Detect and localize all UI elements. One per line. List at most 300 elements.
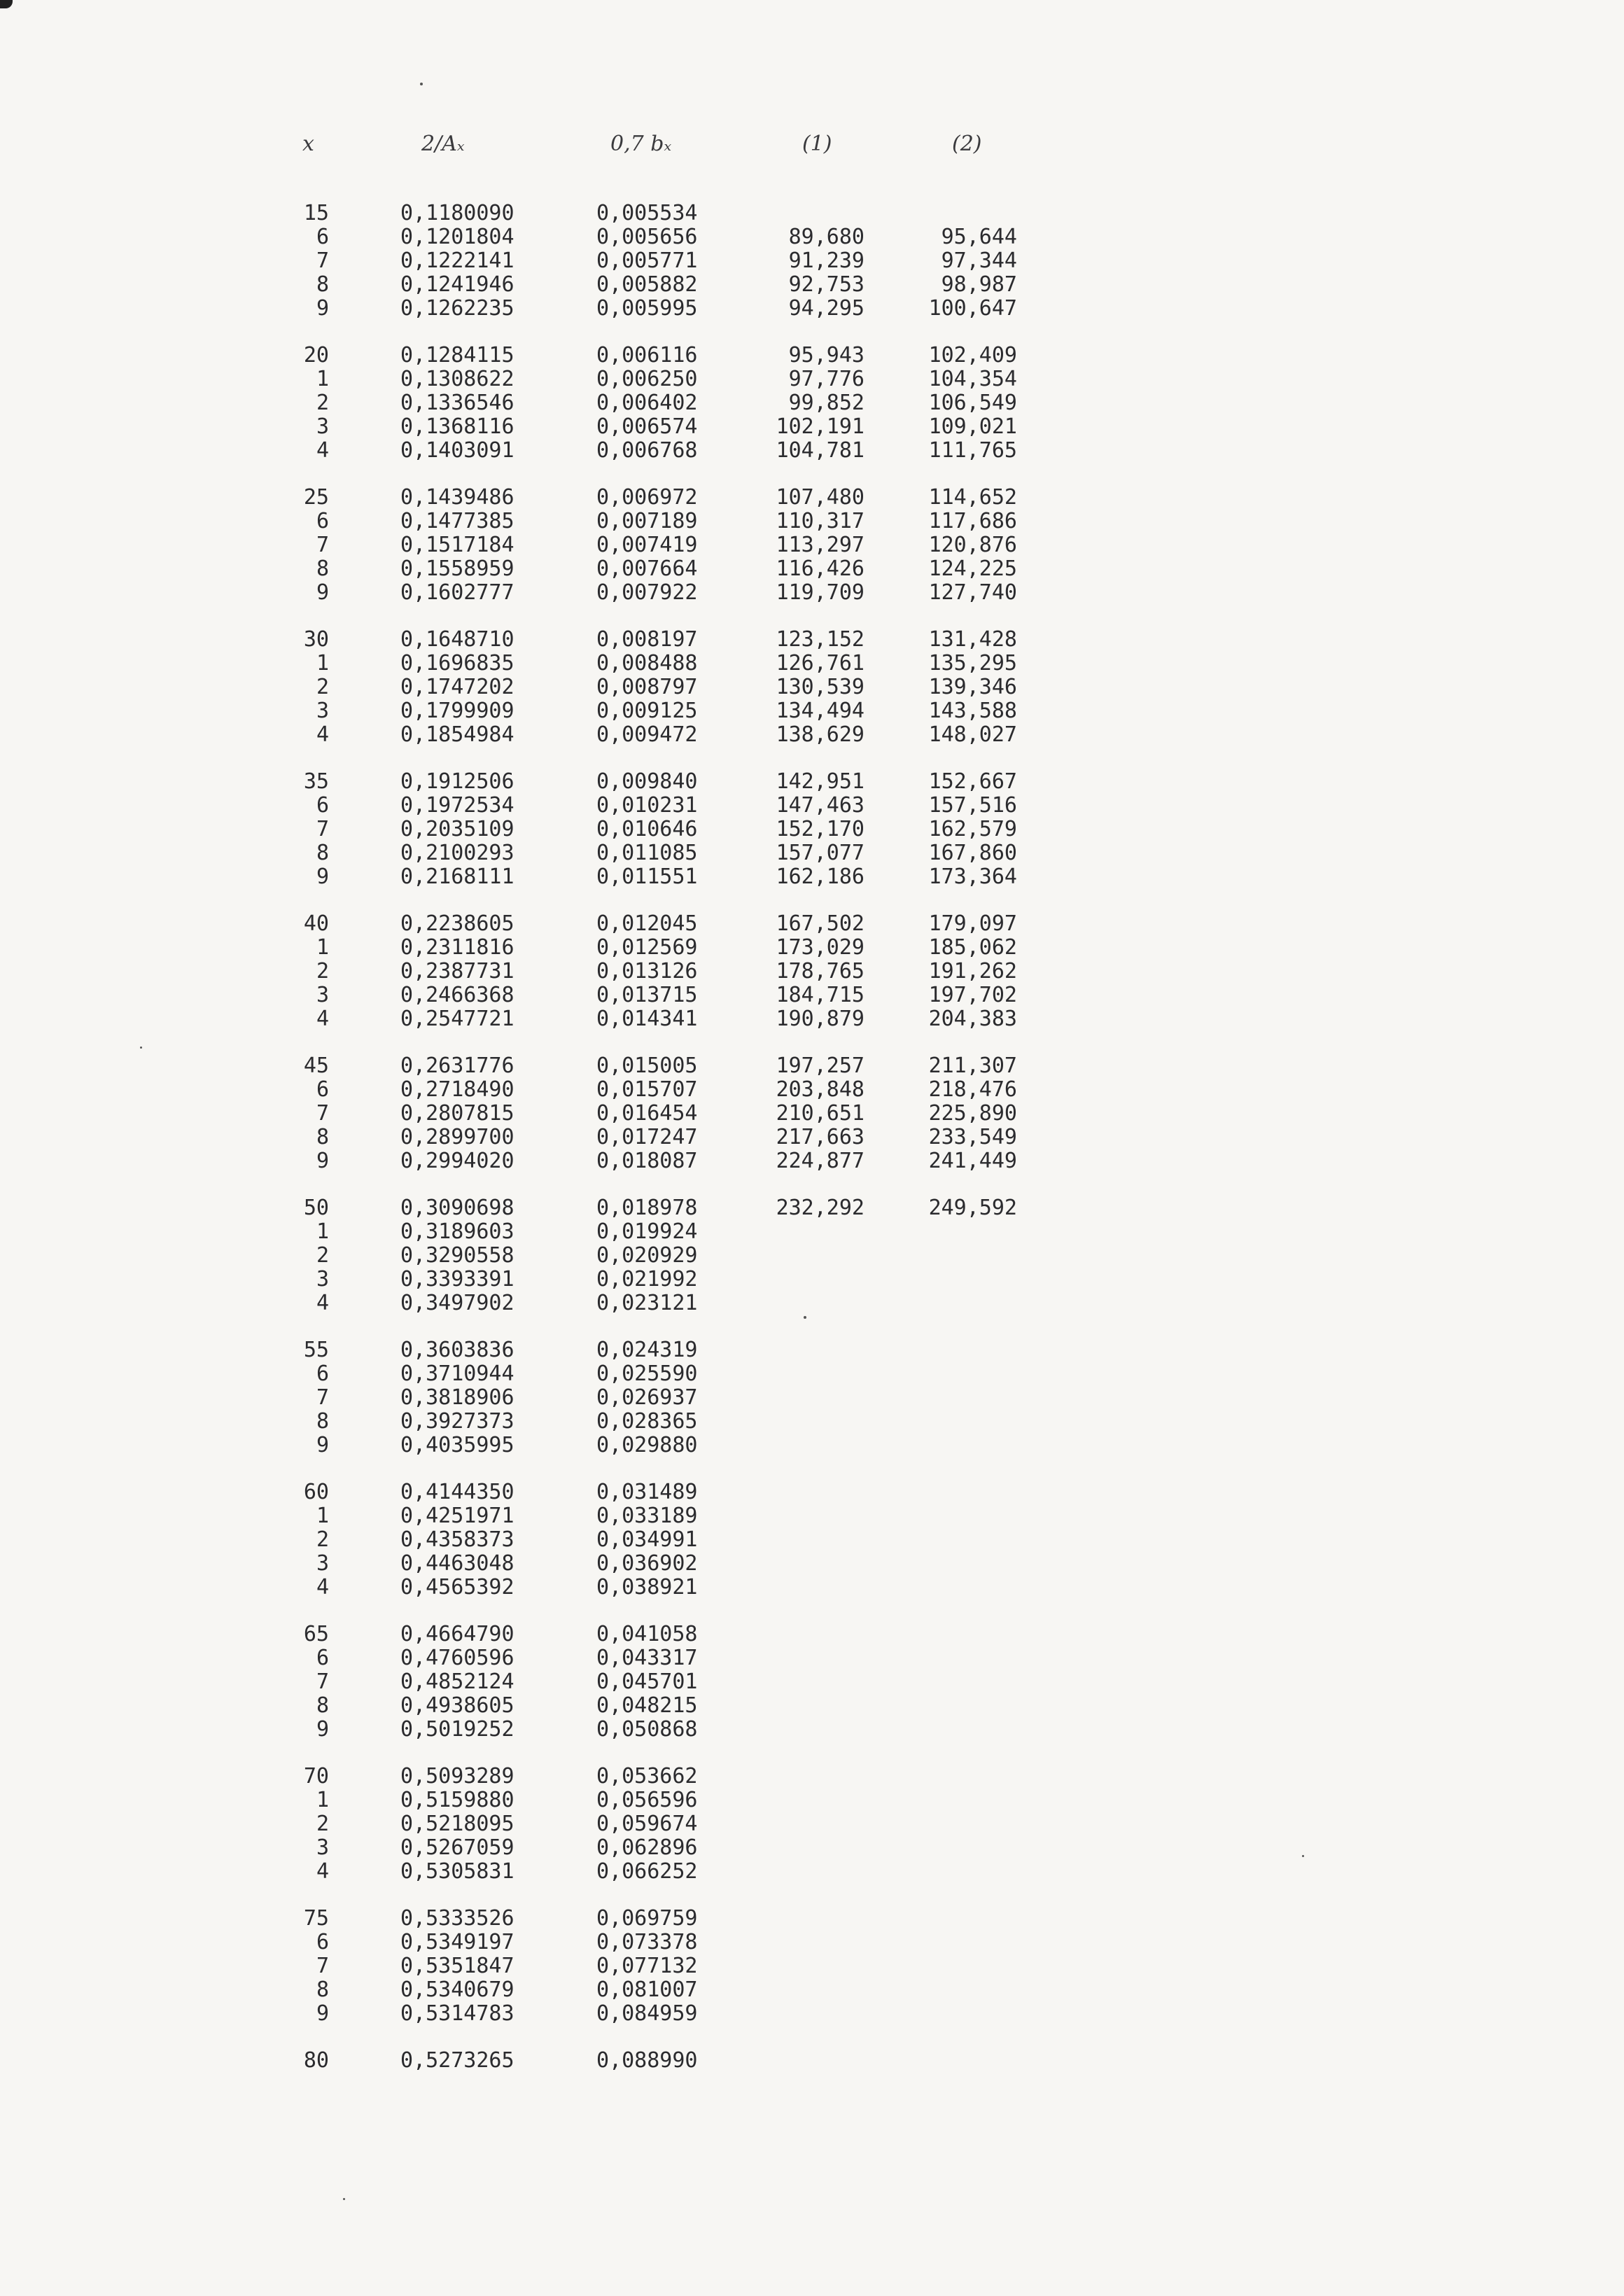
table-row bbox=[0, 676, 1624, 699]
cell-2-over-a: 0,5314783 bbox=[400, 2001, 514, 2026]
table-row bbox=[0, 1268, 1624, 1292]
cell-col-1: 89,680 bbox=[788, 225, 864, 249]
cell-x: 1 bbox=[316, 935, 329, 960]
cell-x: 7 bbox=[316, 1954, 329, 1978]
cell-col-2: 98,987 bbox=[941, 272, 1017, 297]
cell-x: 6 bbox=[316, 1077, 329, 1102]
cell-2-over-a: 0,3189603 bbox=[400, 1219, 514, 1244]
table-row bbox=[0, 344, 1624, 368]
cell-x: 9 bbox=[316, 1717, 329, 1742]
cell-x: 3 bbox=[316, 1267, 329, 1292]
cell-x: 50 bbox=[303, 1196, 329, 1220]
cell-x: 45 bbox=[303, 1054, 329, 1078]
cell-x: 7 bbox=[316, 1385, 329, 1410]
cell-2-over-a: 0,5019252 bbox=[400, 1717, 514, 1742]
table-row bbox=[0, 1196, 1624, 1220]
cell-x: 8 bbox=[316, 1977, 329, 2002]
cell-x: 2 bbox=[316, 959, 329, 983]
cell-col-1: 147,463 bbox=[776, 793, 864, 818]
cell-2-over-a: 0,2807815 bbox=[400, 1101, 514, 1126]
table-row bbox=[0, 1410, 1624, 1434]
table-row bbox=[0, 865, 1624, 889]
cell-2-over-a: 0,1336546 bbox=[400, 391, 514, 415]
cell-0-7-b: 0,023121 bbox=[596, 1291, 698, 1315]
cell-col-1: 190,879 bbox=[776, 1007, 864, 1031]
cell-0-7-b: 0,053662 bbox=[596, 1764, 698, 1788]
cell-2-over-a: 0,5333526 bbox=[400, 1906, 514, 1931]
cell-0-7-b: 0,043317 bbox=[596, 1646, 698, 1670]
cell-0-7-b: 0,036902 bbox=[596, 1551, 698, 1576]
table-row bbox=[0, 1220, 1624, 1244]
table-row bbox=[0, 1907, 1624, 1931]
table-row bbox=[0, 415, 1624, 439]
cell-2-over-a: 0,4565392 bbox=[400, 1575, 514, 1600]
cell-col-1: 123,152 bbox=[776, 627, 864, 652]
cell-2-over-a: 0,2899700 bbox=[400, 1125, 514, 1149]
cell-col-2: 157,516 bbox=[928, 793, 1017, 818]
cell-col-2: 95,644 bbox=[941, 225, 1017, 249]
cell-col-1: 210,651 bbox=[776, 1101, 864, 1126]
cell-col-1: 142,951 bbox=[776, 769, 864, 794]
cell-0-7-b: 0,048215 bbox=[596, 1693, 698, 1718]
cell-0-7-b: 0,007189 bbox=[596, 509, 698, 533]
cell-0-7-b: 0,005995 bbox=[596, 296, 698, 321]
table-row bbox=[0, 2049, 1624, 2073]
cell-2-over-a: 0,3927373 bbox=[400, 1409, 514, 1434]
header-col-1: (1) bbox=[802, 132, 832, 156]
cell-x: 6 bbox=[316, 793, 329, 818]
cell-x: 7 bbox=[316, 1101, 329, 1126]
table-row bbox=[0, 297, 1624, 321]
cell-2-over-a: 0,4358373 bbox=[400, 1527, 514, 1552]
table-row bbox=[0, 960, 1624, 983]
cell-2-over-a: 0,3290558 bbox=[400, 1243, 514, 1268]
cell-x: 8 bbox=[316, 556, 329, 581]
corner-ink-mark bbox=[0, 0, 13, 8]
cell-0-7-b: 0,011085 bbox=[596, 841, 698, 865]
cell-col-1: 197,257 bbox=[776, 1054, 864, 1078]
cell-col-2: 211,307 bbox=[928, 1054, 1017, 1078]
cell-x: 4 bbox=[316, 722, 329, 747]
cell-x: 2 bbox=[316, 675, 329, 699]
cell-2-over-a: 0,2547721 bbox=[400, 1007, 514, 1031]
cell-col-1: 167,502 bbox=[776, 911, 864, 936]
cell-0-7-b: 0,013126 bbox=[596, 959, 698, 983]
cell-2-over-a: 0,1241946 bbox=[400, 272, 514, 297]
cell-col-2: 225,890 bbox=[928, 1101, 1017, 1126]
cell-x: 1 bbox=[316, 651, 329, 676]
cell-0-7-b: 0,010646 bbox=[596, 817, 698, 841]
cell-2-over-a: 0,5351847 bbox=[400, 1954, 514, 1978]
cell-x: 8 bbox=[316, 1125, 329, 1149]
cell-0-7-b: 0,005656 bbox=[596, 225, 698, 249]
row-group bbox=[0, 2049, 1624, 2073]
cell-col-1: 119,709 bbox=[776, 580, 864, 605]
header-0-7-b: 0,7 bₓ bbox=[610, 132, 672, 156]
cell-2-over-a: 0,1284115 bbox=[400, 343, 514, 368]
cell-col-1: 130,539 bbox=[776, 675, 864, 699]
row-group bbox=[0, 1765, 1624, 1884]
table-row bbox=[0, 1931, 1624, 1954]
cell-col-1: 173,029 bbox=[776, 935, 864, 960]
cell-x: 6 bbox=[316, 1646, 329, 1670]
cell-2-over-a: 0,3497902 bbox=[400, 1291, 514, 1315]
table-row bbox=[0, 1244, 1624, 1268]
cell-0-7-b: 0,019924 bbox=[596, 1219, 698, 1244]
table-row bbox=[0, 1788, 1624, 1812]
cell-col-2: 204,383 bbox=[928, 1007, 1017, 1031]
table-row bbox=[0, 1836, 1624, 1860]
cell-x: 1 bbox=[316, 1788, 329, 1812]
cell-col-1: 113,297 bbox=[776, 533, 864, 557]
row-group bbox=[0, 202, 1624, 321]
cell-col-1: 116,426 bbox=[776, 556, 864, 581]
cell-col-1: 104,781 bbox=[776, 438, 864, 463]
cell-0-7-b: 0,008488 bbox=[596, 651, 698, 676]
table-row bbox=[0, 486, 1624, 510]
table-row bbox=[0, 818, 1624, 841]
cell-col-1: 110,317 bbox=[776, 509, 864, 533]
cell-2-over-a: 0,1222141 bbox=[400, 248, 514, 273]
cell-col-2: 191,262 bbox=[928, 959, 1017, 983]
cell-col-2: 152,667 bbox=[928, 769, 1017, 794]
table-row bbox=[0, 1386, 1624, 1410]
cell-col-1: 97,776 bbox=[788, 367, 864, 391]
cell-2-over-a: 0,5305831 bbox=[400, 1859, 514, 1884]
cell-2-over-a: 0,3090698 bbox=[400, 1196, 514, 1220]
cell-col-2: 111,765 bbox=[928, 438, 1017, 463]
cell-0-7-b: 0,018978 bbox=[596, 1196, 698, 1220]
cell-col-2: 131,428 bbox=[928, 627, 1017, 652]
cell-2-over-a: 0,2100293 bbox=[400, 841, 514, 865]
cell-x: 3 bbox=[316, 1835, 329, 1860]
cell-col-2: 167,860 bbox=[928, 841, 1017, 865]
cell-0-7-b: 0,034991 bbox=[596, 1527, 698, 1552]
cell-2-over-a: 0,1747202 bbox=[400, 675, 514, 699]
cell-col-2: 124,225 bbox=[928, 556, 1017, 581]
cell-x: 20 bbox=[303, 343, 329, 368]
row-group bbox=[0, 344, 1624, 463]
cell-0-7-b: 0,009125 bbox=[596, 699, 698, 723]
cell-col-2: 114,652 bbox=[928, 485, 1017, 510]
row-group bbox=[0, 1338, 1624, 1457]
cell-col-2: 179,097 bbox=[928, 911, 1017, 936]
cell-col-1: 95,943 bbox=[788, 343, 864, 368]
table-row bbox=[0, 1528, 1624, 1552]
cell-x: 2 bbox=[316, 1812, 329, 1836]
cell-2-over-a: 0,3818906 bbox=[400, 1385, 514, 1410]
table-row bbox=[0, 1102, 1624, 1126]
cell-col-1: 99,852 bbox=[788, 391, 864, 415]
cell-2-over-a: 0,2168111 bbox=[400, 864, 514, 889]
cell-col-2: 218,476 bbox=[928, 1077, 1017, 1102]
cell-2-over-a: 0,1854984 bbox=[400, 722, 514, 747]
cell-col-1: 92,753 bbox=[788, 272, 864, 297]
cell-col-2: 109,021 bbox=[928, 414, 1017, 439]
cell-0-7-b: 0,013715 bbox=[596, 983, 698, 1007]
table-row bbox=[0, 1552, 1624, 1576]
cell-0-7-b: 0,077132 bbox=[596, 1954, 698, 1978]
cell-0-7-b: 0,007664 bbox=[596, 556, 698, 581]
table-row bbox=[0, 1292, 1624, 1315]
cell-x: 60 bbox=[303, 1480, 329, 1504]
cell-col-2: 143,588 bbox=[928, 699, 1017, 723]
cell-0-7-b: 0,025590 bbox=[596, 1362, 698, 1386]
cell-0-7-b: 0,009472 bbox=[596, 722, 698, 747]
table-row bbox=[0, 533, 1624, 557]
table-row bbox=[0, 1434, 1624, 1457]
table-row bbox=[0, 249, 1624, 273]
cell-col-1: 217,663 bbox=[776, 1125, 864, 1149]
cell-x: 4 bbox=[316, 1291, 329, 1315]
cell-0-7-b: 0,008197 bbox=[596, 627, 698, 652]
cell-0-7-b: 0,073378 bbox=[596, 1930, 698, 1954]
cell-col-2: 249,592 bbox=[928, 1196, 1017, 1220]
table-row bbox=[0, 439, 1624, 463]
cell-2-over-a: 0,1201804 bbox=[400, 225, 514, 249]
cell-2-over-a: 0,2631776 bbox=[400, 1054, 514, 1078]
cell-2-over-a: 0,5093289 bbox=[400, 1764, 514, 1788]
cell-col-2: 241,449 bbox=[928, 1149, 1017, 1173]
cell-0-7-b: 0,045701 bbox=[596, 1670, 698, 1694]
cell-0-7-b: 0,021992 bbox=[596, 1267, 698, 1292]
cell-col-1: 102,191 bbox=[776, 414, 864, 439]
cell-0-7-b: 0,014341 bbox=[596, 1007, 698, 1031]
cell-col-1: 94,295 bbox=[788, 296, 864, 321]
table-row bbox=[0, 723, 1624, 747]
table-row bbox=[0, 391, 1624, 415]
cell-2-over-a: 0,1558959 bbox=[400, 556, 514, 581]
table-row bbox=[0, 557, 1624, 581]
cell-col-1: 91,239 bbox=[788, 248, 864, 273]
cell-2-over-a: 0,1799909 bbox=[400, 699, 514, 723]
cell-x: 4 bbox=[316, 1575, 329, 1600]
cell-0-7-b: 0,028365 bbox=[596, 1409, 698, 1434]
cell-0-7-b: 0,006574 bbox=[596, 414, 698, 439]
cell-2-over-a: 0,1602777 bbox=[400, 580, 514, 605]
cell-x: 8 bbox=[316, 1693, 329, 1718]
cell-2-over-a: 0,1517184 bbox=[400, 533, 514, 557]
table-row bbox=[0, 1860, 1624, 1884]
cell-2-over-a: 0,4144350 bbox=[400, 1480, 514, 1504]
table-row bbox=[0, 202, 1624, 225]
cell-2-over-a: 0,5159880 bbox=[400, 1788, 514, 1812]
cell-x: 7 bbox=[316, 817, 329, 841]
cell-2-over-a: 0,5349197 bbox=[400, 1930, 514, 1954]
cell-0-7-b: 0,005534 bbox=[596, 201, 698, 225]
cell-2-over-a: 0,1477385 bbox=[400, 509, 514, 533]
cell-2-over-a: 0,5273265 bbox=[400, 2048, 514, 2073]
cell-col-2: 117,686 bbox=[928, 509, 1017, 533]
cell-2-over-a: 0,1180090 bbox=[400, 201, 514, 225]
table-row bbox=[0, 652, 1624, 676]
cell-x: 7 bbox=[316, 1670, 329, 1694]
cell-0-7-b: 0,005882 bbox=[596, 272, 698, 297]
row-group bbox=[0, 912, 1624, 1031]
cell-2-over-a: 0,4760596 bbox=[400, 1646, 514, 1670]
table-row bbox=[0, 225, 1624, 249]
cell-2-over-a: 0,1439486 bbox=[400, 485, 514, 510]
cell-0-7-b: 0,006116 bbox=[596, 343, 698, 368]
cell-0-7-b: 0,041058 bbox=[596, 1622, 698, 1646]
cell-x: 1 bbox=[316, 1504, 329, 1528]
cell-2-over-a: 0,1308622 bbox=[400, 367, 514, 391]
cell-0-7-b: 0,006768 bbox=[596, 438, 698, 463]
cell-col-1: 184,715 bbox=[776, 983, 864, 1007]
values-table bbox=[0, 202, 1624, 2096]
table-row bbox=[0, 983, 1624, 1007]
cell-x: 30 bbox=[303, 627, 329, 652]
table-row bbox=[0, 1054, 1624, 1078]
cell-col-1: 134,494 bbox=[776, 699, 864, 723]
cell-0-7-b: 0,024319 bbox=[596, 1338, 698, 1362]
cell-0-7-b: 0,031489 bbox=[596, 1480, 698, 1504]
cell-x: 3 bbox=[316, 1551, 329, 1576]
cell-2-over-a: 0,2387731 bbox=[400, 959, 514, 983]
cell-col-2: 233,549 bbox=[928, 1125, 1017, 1149]
cell-2-over-a: 0,2035109 bbox=[400, 817, 514, 841]
cell-x: 9 bbox=[316, 1149, 329, 1173]
cell-x: 9 bbox=[316, 580, 329, 605]
cell-2-over-a: 0,2238605 bbox=[400, 911, 514, 936]
cell-0-7-b: 0,088990 bbox=[596, 2048, 698, 2073]
table-row bbox=[0, 1149, 1624, 1173]
cell-2-over-a: 0,3710944 bbox=[400, 1362, 514, 1386]
cell-2-over-a: 0,1403091 bbox=[400, 438, 514, 463]
cell-x: 80 bbox=[303, 2048, 329, 2073]
cell-0-7-b: 0,056596 bbox=[596, 1788, 698, 1812]
cell-x: 6 bbox=[316, 1362, 329, 1386]
table-row bbox=[0, 1646, 1624, 1670]
cell-2-over-a: 0,5267059 bbox=[400, 1835, 514, 1860]
table-row bbox=[0, 1504, 1624, 1528]
cell-2-over-a: 0,5218095 bbox=[400, 1812, 514, 1836]
row-group bbox=[0, 628, 1624, 747]
cell-0-7-b: 0,066252 bbox=[596, 1859, 698, 1884]
table-row bbox=[0, 1576, 1624, 1600]
row-group bbox=[0, 1480, 1624, 1600]
cell-col-1: 224,877 bbox=[776, 1149, 864, 1173]
cell-0-7-b: 0,059674 bbox=[596, 1812, 698, 1836]
cell-x: 3 bbox=[316, 699, 329, 723]
cell-0-7-b: 0,009840 bbox=[596, 769, 698, 794]
cell-col-2: 104,354 bbox=[928, 367, 1017, 391]
cell-x: 9 bbox=[316, 296, 329, 321]
cell-0-7-b: 0,084959 bbox=[596, 2001, 698, 2026]
cell-col-2: 135,295 bbox=[928, 651, 1017, 676]
cell-col-1: 157,077 bbox=[776, 841, 864, 865]
cell-col-2: 185,062 bbox=[928, 935, 1017, 960]
cell-col-2: 102,409 bbox=[928, 343, 1017, 368]
table-row bbox=[0, 1718, 1624, 1742]
cell-0-7-b: 0,033189 bbox=[596, 1504, 698, 1528]
table-row bbox=[0, 1007, 1624, 1031]
row-group bbox=[0, 1196, 1624, 1315]
table-row bbox=[0, 2002, 1624, 2026]
cell-col-1: 178,765 bbox=[776, 959, 864, 983]
cell-0-7-b: 0,007922 bbox=[596, 580, 698, 605]
table-row bbox=[0, 1362, 1624, 1386]
cell-0-7-b: 0,007419 bbox=[596, 533, 698, 557]
table-row bbox=[0, 912, 1624, 936]
table-row bbox=[0, 1812, 1624, 1836]
cell-x: 8 bbox=[316, 272, 329, 297]
table-row bbox=[0, 770, 1624, 794]
cell-x: 40 bbox=[303, 911, 329, 936]
paper-speck bbox=[420, 83, 423, 85]
cell-2-over-a: 0,1912506 bbox=[400, 769, 514, 794]
table-row bbox=[0, 581, 1624, 605]
row-group bbox=[0, 1907, 1624, 2026]
cell-col-2: 162,579 bbox=[928, 817, 1017, 841]
header-col-2: (2) bbox=[952, 132, 982, 156]
cell-col-1: 126,761 bbox=[776, 651, 864, 676]
cell-2-over-a: 0,1696835 bbox=[400, 651, 514, 676]
cell-0-7-b: 0,010231 bbox=[596, 793, 698, 818]
cell-2-over-a: 0,3603836 bbox=[400, 1338, 514, 1362]
cell-0-7-b: 0,006402 bbox=[596, 391, 698, 415]
cell-x: 2 bbox=[316, 391, 329, 415]
cell-0-7-b: 0,018087 bbox=[596, 1149, 698, 1173]
cell-x: 75 bbox=[303, 1906, 329, 1931]
cell-x: 25 bbox=[303, 485, 329, 510]
cell-x: 15 bbox=[303, 201, 329, 225]
cell-col-2: 106,549 bbox=[928, 391, 1017, 415]
table-row bbox=[0, 1954, 1624, 1978]
cell-col-2: 173,364 bbox=[928, 864, 1017, 889]
cell-x: 6 bbox=[316, 509, 329, 533]
cell-x: 70 bbox=[303, 1764, 329, 1788]
cell-2-over-a: 0,4251971 bbox=[400, 1504, 514, 1528]
cell-2-over-a: 0,2311816 bbox=[400, 935, 514, 960]
cell-2-over-a: 0,4664790 bbox=[400, 1622, 514, 1646]
cell-0-7-b: 0,015707 bbox=[596, 1077, 698, 1102]
cell-x: 9 bbox=[316, 864, 329, 889]
cell-x: 55 bbox=[303, 1338, 329, 1362]
cell-col-2: 100,647 bbox=[928, 296, 1017, 321]
table-row bbox=[0, 1978, 1624, 2002]
cell-0-7-b: 0,006250 bbox=[596, 367, 698, 391]
cell-0-7-b: 0,012569 bbox=[596, 935, 698, 960]
cell-col-1: 107,480 bbox=[776, 485, 864, 510]
cell-0-7-b: 0,029880 bbox=[596, 1433, 698, 1457]
cell-2-over-a: 0,4852124 bbox=[400, 1670, 514, 1694]
table-row bbox=[0, 628, 1624, 652]
cell-2-over-a: 0,1368116 bbox=[400, 414, 514, 439]
cell-x: 6 bbox=[316, 1930, 329, 1954]
cell-x: 65 bbox=[303, 1622, 329, 1646]
table-row bbox=[0, 368, 1624, 391]
table-row bbox=[0, 1126, 1624, 1149]
cell-x: 2 bbox=[316, 1243, 329, 1268]
cell-x: 3 bbox=[316, 414, 329, 439]
table-row bbox=[0, 1078, 1624, 1102]
cell-2-over-a: 0,1972534 bbox=[400, 793, 514, 818]
cell-x: 3 bbox=[316, 983, 329, 1007]
table-row bbox=[0, 1623, 1624, 1646]
row-group bbox=[0, 1054, 1624, 1173]
cell-x: 7 bbox=[316, 248, 329, 273]
cell-col-1: 232,292 bbox=[776, 1196, 864, 1220]
row-group bbox=[0, 1623, 1624, 1742]
cell-x: 9 bbox=[316, 1433, 329, 1457]
cell-x: 4 bbox=[316, 1859, 329, 1884]
cell-col-2: 97,344 bbox=[941, 248, 1017, 273]
cell-x: 6 bbox=[316, 225, 329, 249]
cell-2-over-a: 0,4463048 bbox=[400, 1551, 514, 1576]
cell-0-7-b: 0,015005 bbox=[596, 1054, 698, 1078]
cell-0-7-b: 0,017247 bbox=[596, 1125, 698, 1149]
